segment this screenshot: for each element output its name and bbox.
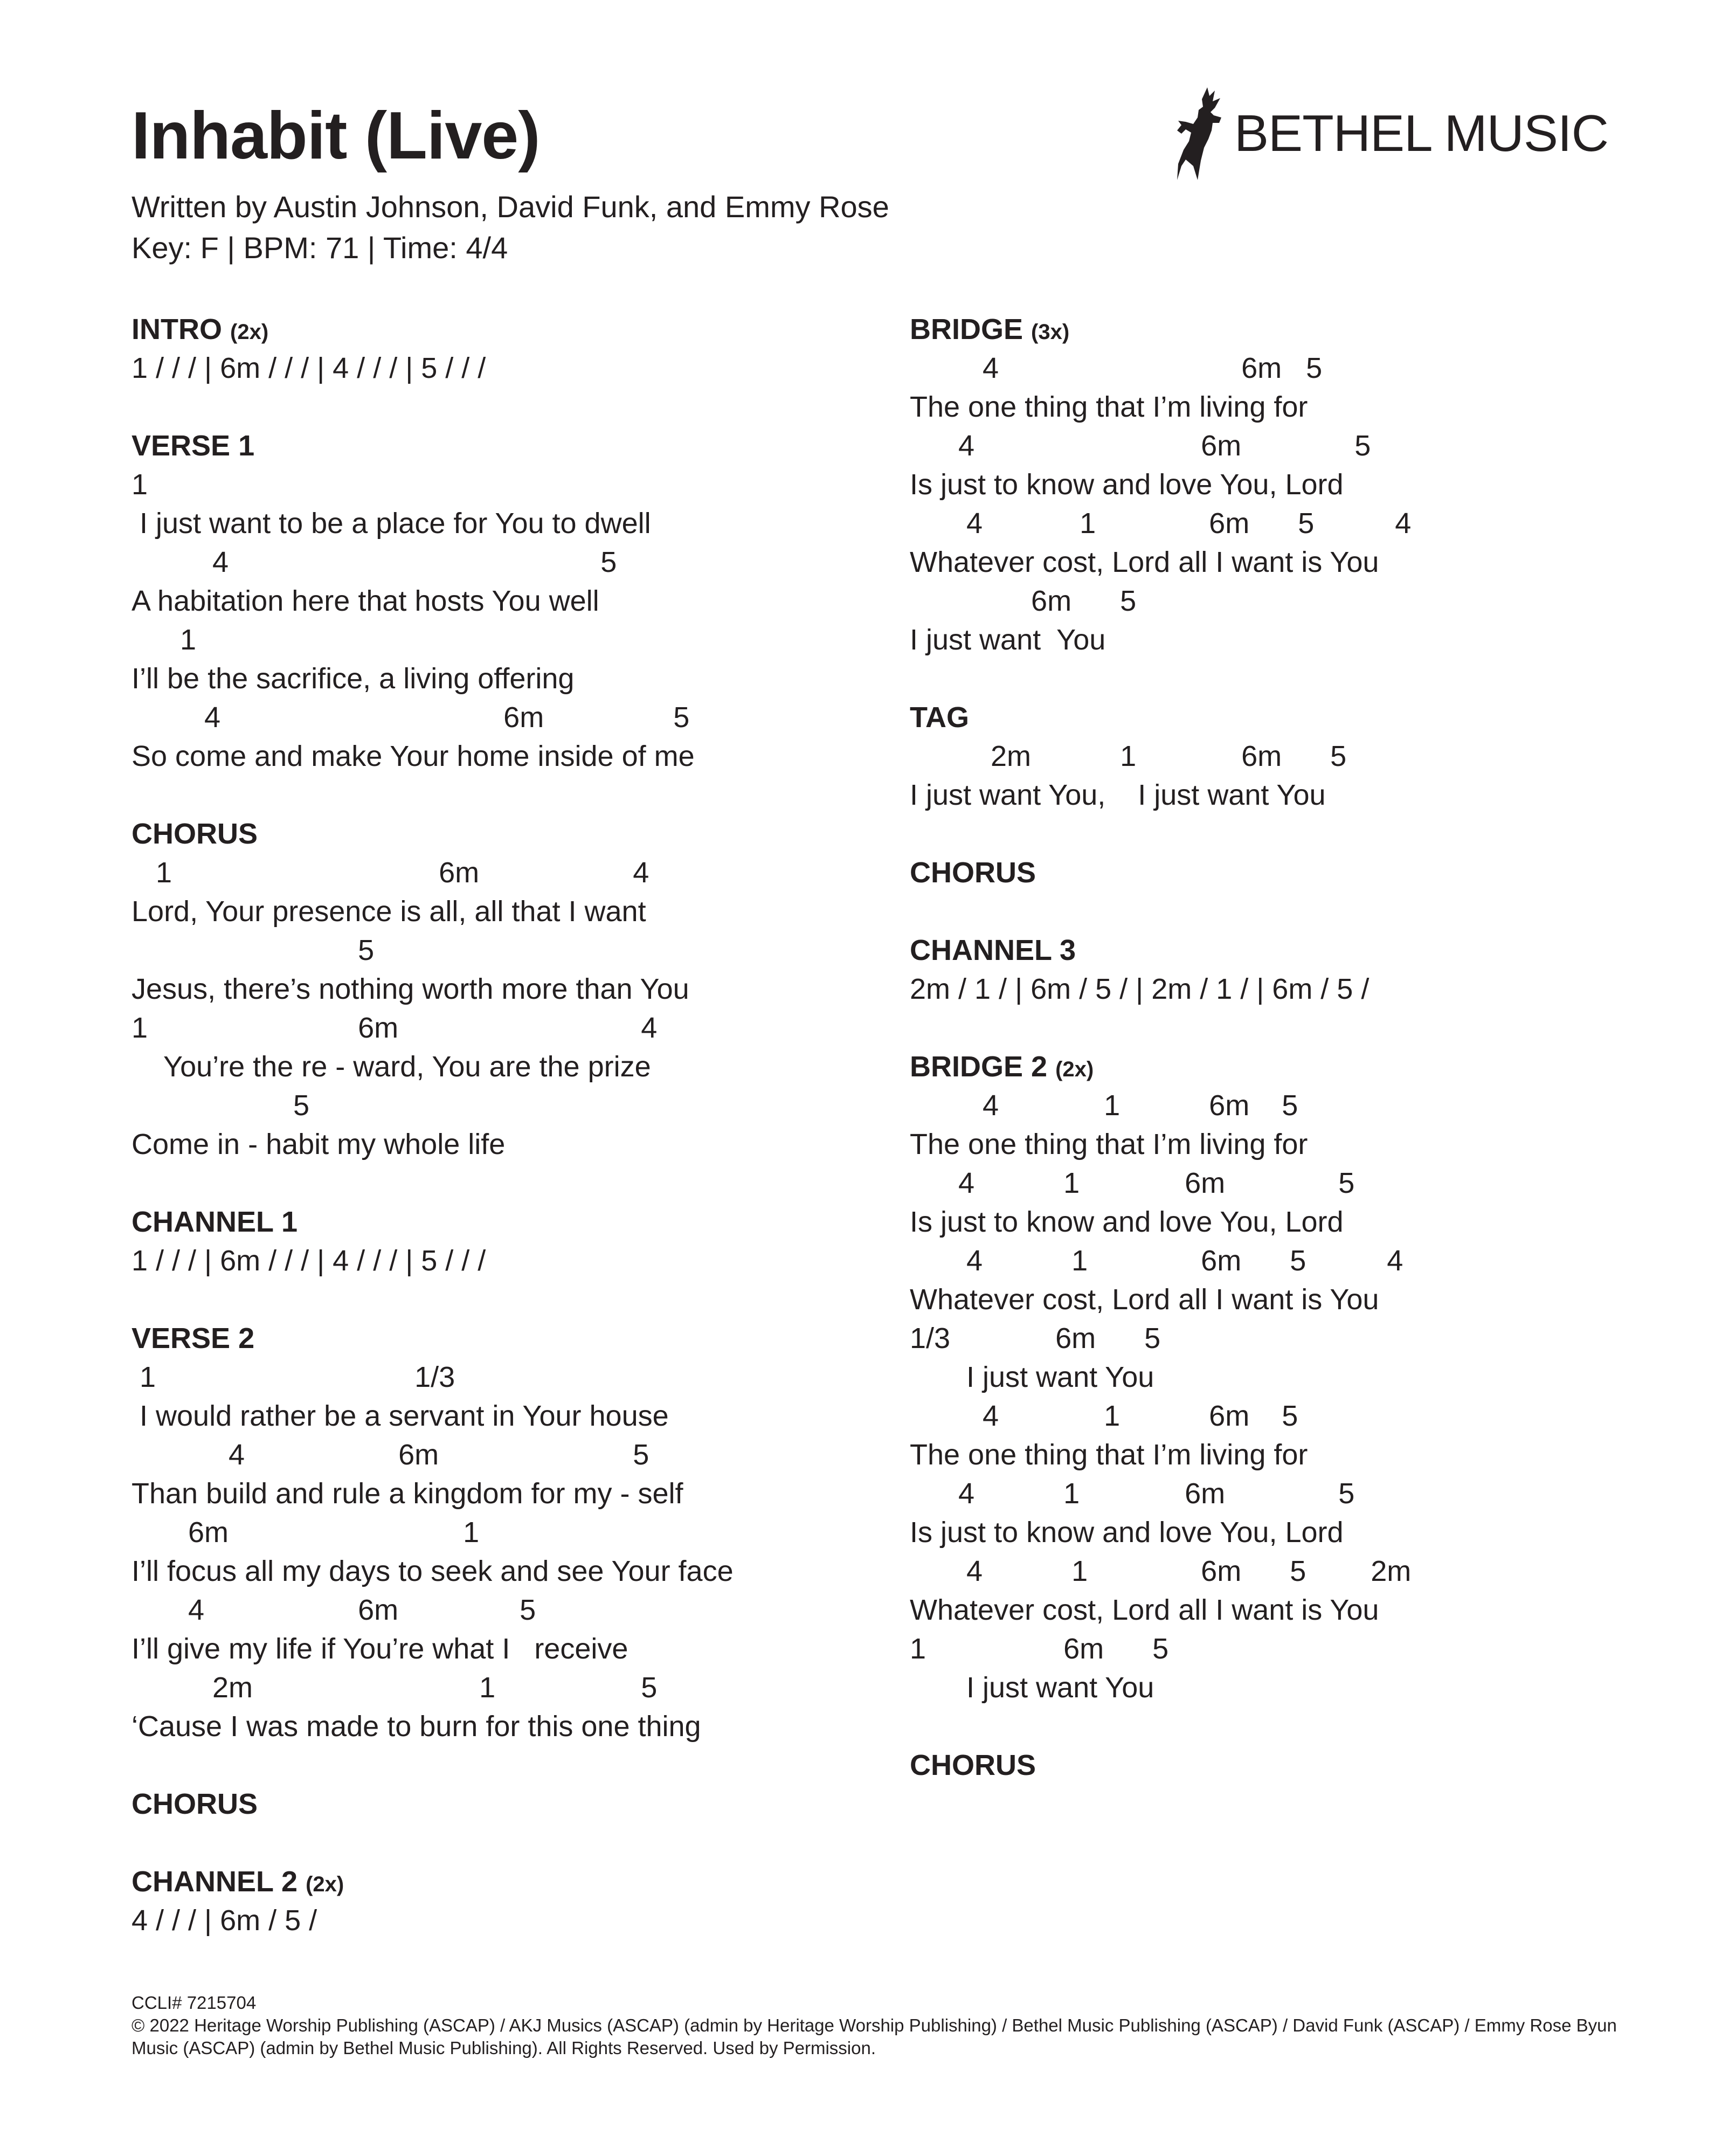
section-heading [910, 698, 1610, 737]
section-title: BRIDGE 2 [910, 1051, 1048, 1083]
lyric-line: 2m / 1 / | 6m / 5 / | 2m / 1 / | 6m / 5 / [910, 973, 1370, 1005]
lyric-line: I just want to be a place for You to dwell [132, 507, 651, 540]
section-spacer [132, 1280, 832, 1319]
lyric-line: I just want You [910, 1671, 1154, 1704]
section-spacer [132, 1746, 832, 1785]
lyric-line: Is just to know and love You, Lord [910, 468, 1344, 501]
lyric-line: 1 [132, 624, 197, 656]
lyric-line: Come in - habit my whole life [132, 1128, 506, 1160]
lyric-line: 2m 1 5 [132, 1671, 658, 1704]
logo-wordmark: BETHEL MUSIC [1234, 105, 1608, 162]
section-heading [910, 853, 1610, 892]
section-title: TAG [910, 701, 969, 734]
section-spacer [910, 1707, 1610, 1746]
right-column [910, 310, 1610, 1785]
section-heading [910, 1047, 1610, 1086]
section-title: VERSE 2 [132, 1322, 255, 1355]
song-section [132, 1319, 832, 1746]
section-spacer [132, 776, 832, 814]
lyric-line: 4 1 6m 5 4 [910, 1245, 1403, 1277]
lyric-line: Whatever cost, Lord all I want is You [910, 1283, 1379, 1316]
song-section [910, 853, 1610, 892]
repeat-marker: (2x) [230, 320, 269, 344]
footer [132, 1992, 1619, 2060]
lyric-line: 5 [132, 1089, 310, 1122]
song-section [132, 814, 832, 1164]
ccli-number: CCLI# 7215704 [132, 1993, 257, 2013]
section-title: CHANNEL 1 [132, 1206, 298, 1238]
lyric-line: 4 1 6m 5 [910, 1089, 1298, 1122]
song-section [910, 931, 1610, 1008]
repeat-marker: (3x) [1031, 320, 1070, 344]
lyric-line: Is just to know and love You, Lord [910, 1516, 1344, 1549]
song-section [132, 310, 832, 388]
left-column [132, 310, 832, 1940]
lyric-line: 4 5 [132, 546, 617, 578]
section-title: CHORUS [910, 856, 1036, 889]
lyric-line: I’ll focus all my days to seek and see Your face [132, 1555, 734, 1587]
song-title: Inhabit (Live) [132, 99, 540, 173]
section-spacer [910, 814, 1610, 853]
song-section [132, 1785, 832, 1823]
section-title: CHORUS [910, 1749, 1036, 1781]
lyric-line: 4 6m 5 [132, 1439, 649, 1471]
lyric-line: 4 1 6m 5 2m [910, 1555, 1412, 1587]
lyric-line: So come and make Your home inside of me [132, 740, 695, 772]
repeat-marker: (2x) [1055, 1058, 1094, 1081]
section-spacer [910, 892, 1610, 931]
lyric-line: Whatever cost, Lord all I want is You [910, 546, 1379, 578]
section-heading [910, 931, 1610, 970]
repeat-marker: (2x) [306, 1872, 344, 1896]
section-title: CHANNEL 3 [910, 934, 1076, 966]
section-heading [132, 1203, 832, 1241]
section-title: BRIDGE [910, 313, 1024, 345]
song-section [132, 1862, 832, 1940]
copyright-notice: © 2022 Heritage Worship Publishing (ASCAP) / AKJ Musics (ASCAP) (admin by Heritage Worship Publishing) / Bethel Music Publishing (ASCAP) / David Funk (ASCAP) / Emmy Rose Byun Music (ASCAP) (admin by Bethel Music Publishing). All Rights Reserved. Used by Permission. [132, 2015, 1617, 2058]
section-heading [132, 310, 832, 349]
lyric-line: 1 6m 4 [132, 856, 649, 889]
lyric-line: Whatever cost, Lord all I want is You [910, 1594, 1379, 1626]
lyric-line: 5 [132, 934, 375, 966]
lyric-line: I’ll be the sacrifice, a living offering [132, 662, 575, 695]
lyric-line: I just want You, I just want You [910, 779, 1326, 811]
lyric-line: Lord, Your presence is all, all that I want [132, 895, 646, 928]
song-section [910, 1746, 1610, 1785]
lyric-line: 4 6m 5 [132, 1594, 536, 1626]
section-heading [910, 1746, 1610, 1785]
section-spacer [910, 659, 1610, 698]
lyric-line: 4 / / / | 6m / 5 / [132, 1904, 317, 1937]
lyric-line: Is just to know and love You, Lord [910, 1206, 1344, 1238]
lyric-line: 4 1 6m 5 [910, 1477, 1355, 1510]
section-title: CHORUS [132, 1788, 258, 1820]
song-section [910, 698, 1610, 814]
section-spacer [910, 1008, 1610, 1047]
lyric-line: I just want You [910, 1361, 1154, 1393]
song-section [910, 1047, 1610, 1707]
lyric-line: The one thing that I’m living for [910, 1128, 1308, 1160]
lyric-line: I would rather be a servant in Your house [132, 1400, 669, 1432]
deer-head-icon [1170, 85, 1229, 182]
section-heading [132, 1862, 832, 1901]
lyric-line: 1 1/3 [132, 1361, 455, 1393]
lyric-line: 1 6m 5 [910, 1633, 1169, 1665]
lyric-line: A habitation here that hosts You well [132, 585, 599, 617]
lyric-line: 2m 1 6m 5 [910, 740, 1347, 772]
section-spacer [132, 1164, 832, 1203]
lyric-line: 6m 5 [910, 585, 1137, 617]
song-credits: Written by Austin Johnson, David Funk, and Emmy Rose [132, 190, 889, 224]
lyric-line: 4 1 6m 5 [910, 1167, 1355, 1199]
section-spacer [132, 388, 832, 426]
section-heading [910, 310, 1610, 349]
lyric-line: 4 6m 5 [910, 352, 1323, 384]
lyric-line: You’re the re - ward, You are the prize [132, 1051, 651, 1083]
section-heading [132, 1785, 832, 1823]
lyric-line: 4 1 6m 5 4 [910, 507, 1412, 540]
lyric-line: 1 / / / | 6m / / / | 4 / / / | 5 / / / [132, 352, 486, 384]
section-heading [132, 814, 832, 853]
lyric-line: ‘Cause I was made to burn for this one thing [132, 1710, 701, 1743]
lyric-line: The one thing that I’m living for [910, 1439, 1308, 1471]
section-title: VERSE 1 [132, 430, 255, 462]
section-title: CHORUS [132, 818, 258, 850]
section-heading [132, 1319, 832, 1358]
lyric-line: 6m 1 [132, 1516, 480, 1549]
lyric-line: 1 / / / | 6m / / / | 4 / / / | 5 / / / [132, 1245, 486, 1277]
lyric-line: I’ll give my life if You’re what I receive [132, 1633, 628, 1665]
bethel-music-logo [1170, 85, 1608, 182]
lyric-line: Than build and rule a kingdom for my - self [132, 1477, 683, 1510]
lyric-line: 4 6m 5 [132, 701, 690, 734]
lyric-line: 1 [132, 468, 148, 501]
section-title: INTRO [132, 313, 222, 345]
lyric-line: I just want You [910, 624, 1106, 656]
lyric-line: 1/3 6m 5 [910, 1322, 1161, 1355]
song-key-tempo: Key: F | BPM: 71 | Time: 4/4 [132, 231, 508, 265]
song-section [132, 426, 832, 776]
song-section [910, 310, 1610, 659]
lyric-line: The one thing that I’m living for [910, 391, 1308, 423]
song-section [132, 1203, 832, 1280]
lyric-line: 4 1 6m 5 [910, 1400, 1298, 1432]
section-spacer [132, 1823, 832, 1862]
section-heading [132, 426, 832, 465]
lyric-line: 4 6m 5 [910, 430, 1371, 462]
lyric-line: Jesus, there’s nothing worth more than You [132, 973, 689, 1005]
lyric-line: 1 6m 4 [132, 1012, 658, 1044]
section-title: CHANNEL 2 [132, 1865, 298, 1898]
